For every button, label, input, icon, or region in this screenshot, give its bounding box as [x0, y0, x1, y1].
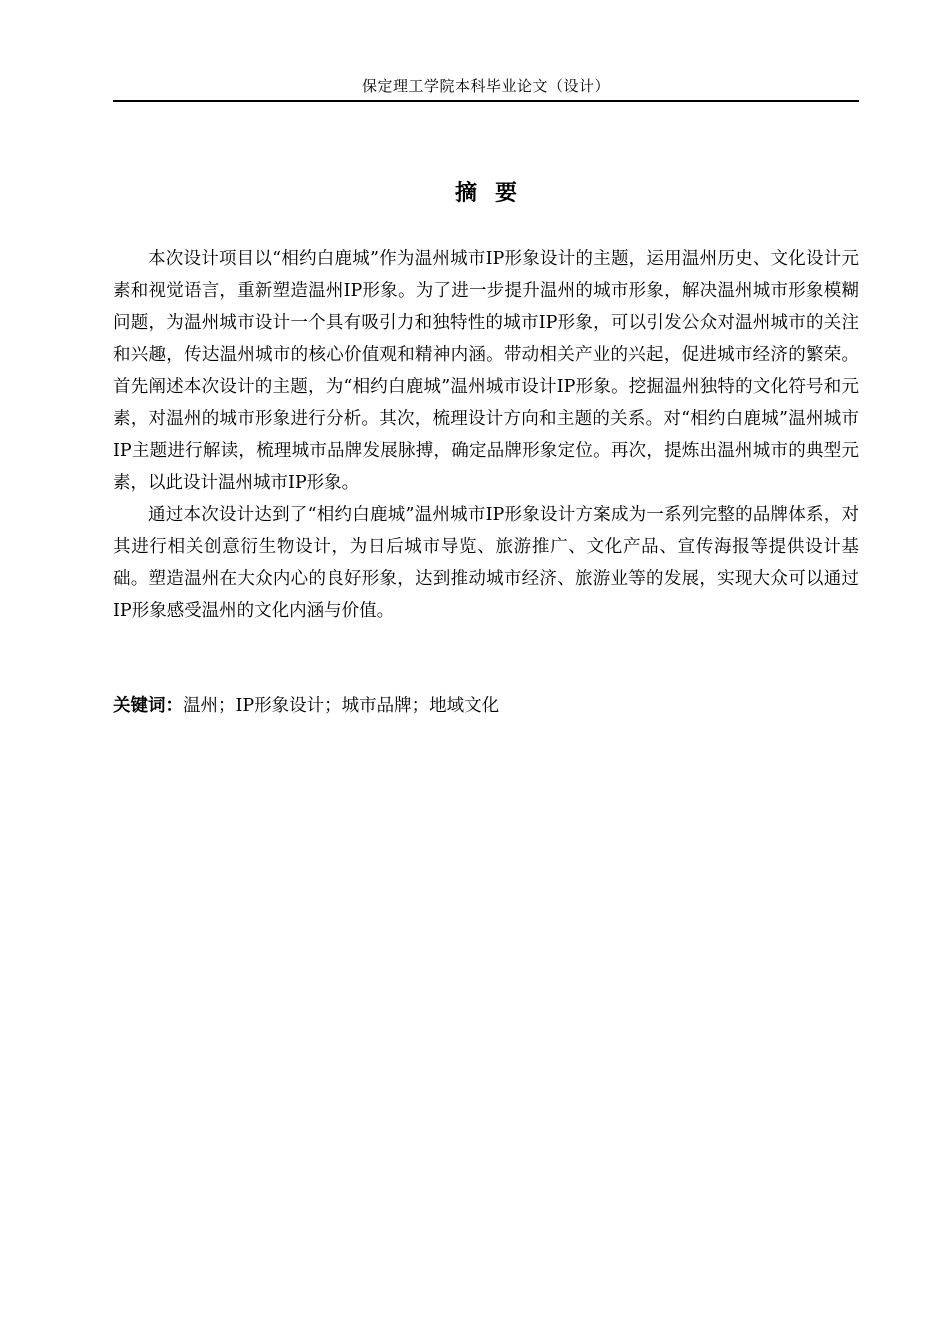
keywords-line [113, 690, 859, 722]
running-header: 保定理工学院本科毕业论文（设计） [361, 77, 610, 95]
header-rule [113, 100, 859, 102]
abstract-paragraph-1: 本次设计项目以“相约白鹿城”作为温州城市IP形象设计的主题，运用温州历史、文化设计元素和视觉语言，重新塑造温州IP形象。为了进一步提升温州的城市形象，解决温州城市形象模糊问题，为温州城市设计一个具有吸引力和独特性的城市IP形象，可以引发公众对温州城市的关注和兴趣，传达温州城市的核心价值观和精神内涵。带动相关产业的兴起，促进城市经济的繁荣。首先阐述本次设计的主题，为“相约白鹿城”温州城市设计IP形象。挖掘温州独特的文化符号和元素，对温州的城市形象进行分析。其次，梳理设计方向和主题的关系。对“相约白鹿城”温州城市IP主题进行解读，梳理城市品牌发展脉搏，确定品牌形象定位。再次，提炼出温州城市的典型元素，以此设计温州城市IP形象。 [113, 249, 859, 493]
abstract-paragraph-2: 通过本次设计达到了“相约白鹿城”温州城市IP形象设计方案成为一系列完整的品牌体系，对其进行相关创意衍生物设计，为日后城市导览、旅游推广、文化产品、宣传海报等提供设计基础。塑造温州在大众内心的良好形象，达到推动城市经济、旅游业等的发展，实现大众可以通过IP形象感受温州的文化内涵与价值。 [113, 505, 859, 621]
abstract-body [113, 243, 859, 627]
keywords-label: 关键词： [113, 696, 183, 716]
keywords-text: 温州；IP形象设计；城市品牌；地域文化 [183, 696, 500, 716]
abstract-title: 摘要 [454, 181, 535, 206]
